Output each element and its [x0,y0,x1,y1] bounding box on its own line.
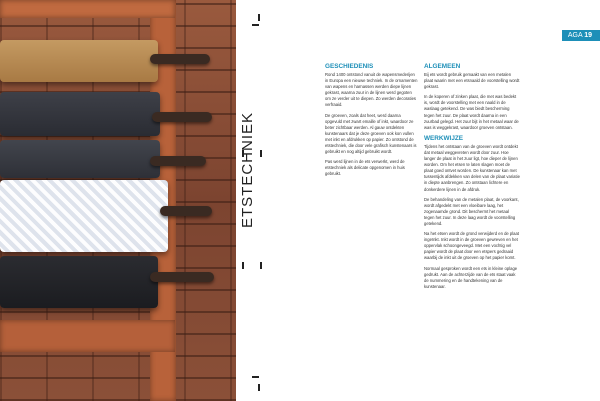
rod [160,206,212,216]
title-mark [242,262,244,269]
column-left [325,63,418,182]
paragraph: De groeven, zoals dat heet, werd daarna opgevuld met zwart emaille of inkt, waardoor ze beter zichtbaar werden. Al gauw ontdekten kunstenaars dat je deze groeven ook kon vullen met inkt en afdrukken op papier. Zo ontstond de etstechniek, die door vele grafisch kunstenaars is gebruikt en nog altijd gebruikt wordt. [325,112,417,155]
paragraph: Bij ets wordt gebruik gemaakt van een metalen plaat waarin met een etsnaald de voorstelling wordt gekrast. [424,72,520,90]
corner-mark [258,384,260,391]
title-mark [260,150,262,157]
rack-board-bottom [0,320,175,352]
title-mark [260,262,262,269]
page-number: 19 [584,32,592,39]
rod [150,156,206,166]
corner-mark [252,24,259,26]
paragraph: Tijdens het ontstaan van de groeven wordt ontdekt dat metaal weggevreten wordt door zuur. Hoe langer de plaat in het zuur ligt, hoe dieper de lijnen worden. Om het etsen te laten slagen moet de plaat goed ontvet worden. De kunstenaar kan met tussentijds afdekken van delen van de plaat variatie in diepte aanbrengen. Zo ontstaan lichtere en donkerdere lijnen in de afdruk. [424,143,520,192]
rod [152,112,212,122]
roll-grey-2 [0,140,160,178]
section-label: AGA [567,32,583,39]
rod [150,272,214,282]
paragraph: Rond 1400 ontstond vanuit de wapensmederijen in Europa een nieuwe techniek. In de ornamenten van wapens en harnassen werden diepe lijnen gekrast, waarna zuur in de lijnen werd gegoten om ze verder uit te diepen. Zo werden decoraties verfraaid. [325,72,418,108]
roll-black [0,256,158,308]
roll-ochre [0,40,158,82]
section-title: ETSTECHNIEK [239,111,256,228]
roll-grey-1 [0,92,160,136]
corner-mark [258,14,260,21]
rack-board-top [0,0,175,18]
cover-photo [0,0,236,401]
paragraph: De behandeling van de metalen plaat, de voorkant, wordt afgedekt met een vloeibare laag, het zogenaamde grond. Dit beschermt het metaal tegen het zuur. In deze laag wordt de voorstelling getekend. [424,196,519,226]
column-right [424,63,520,294]
heading-geschiedenis: GESCHIEDENIS [325,63,374,70]
paragraph: Pas werd lijnen in de ets verwerkt, werd de etstechniek als delicate opgenomen in huis gebruikt. [325,159,405,177]
heading-algemeen: ALGEMEEN [424,63,461,70]
vertical-title-block [233,111,273,230]
corner-mark [252,376,259,378]
paragraph: Normaal gesproken wordt een ets in kleine oplage gedrukt. Aan de achterzijde van de ets staat vaak de nummering en de handtekening van de kunstenaar. [424,265,518,289]
paragraph: Na het etsen wordt de grond verwijderd en de plaat ingeïnkt. Inkt wordt in de groeven gewreven en het oppervlak schoongeveegd. Met een vochtig vel papier wordt de plaat door een etspers gedraaid waarbij de inkt uit de groeven op het papier komt. [424,231,519,261]
heading-werkwijze: WERKWIJZE [424,134,464,142]
paragraph: In de koperen of zinken plaat, die met was bedekt is, wordt de voorstelling met een naald in de waslaag getekend. De was biedt bescherming tegen het zuur. De plaat wordt daarna in een zuurbad gelegd. Het zuur bijt in het metaal waar de was is weggekrast, waardoor groeven ontstaan. [424,94,519,130]
roll-bubble-wrap [0,180,168,252]
rod [150,54,210,64]
page-label [562,30,600,41]
